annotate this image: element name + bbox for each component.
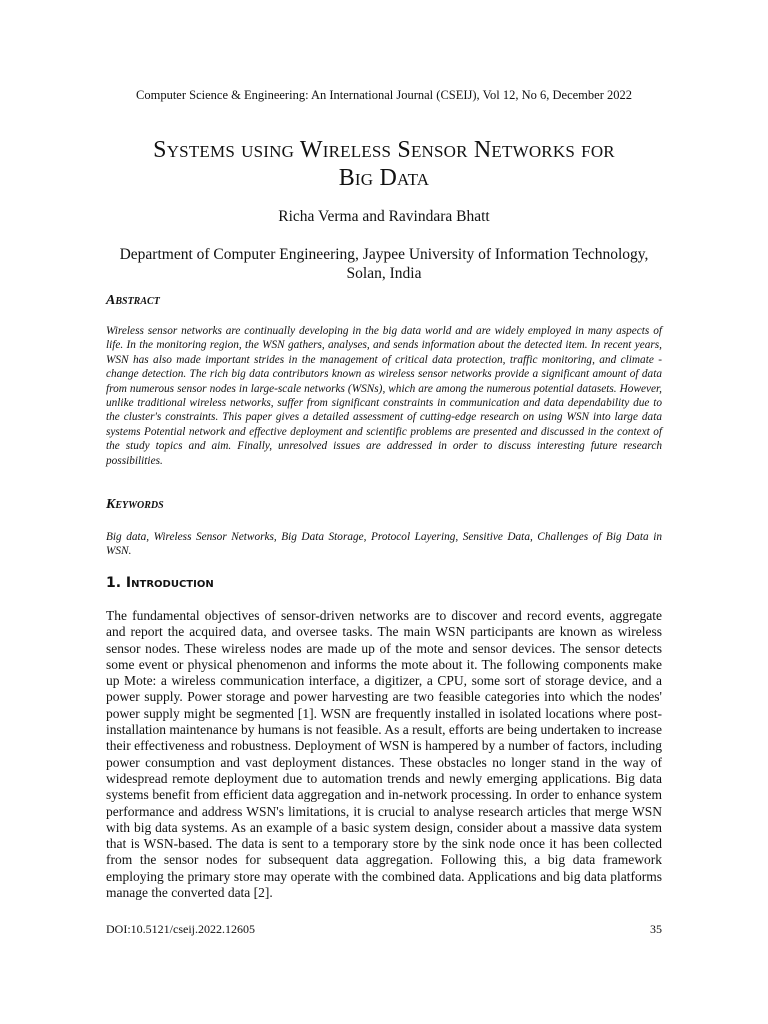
introduction-heading: 1. Introduction	[106, 575, 214, 591]
introduction-text: The fundamental objectives of sensor-driven networks are to discover and record events, aggregate and report the acquired data, and oversee tasks. The main WSN participants are known as wireless sensor nodes. These wireless nodes are made up of the mote and sensor devices. The sensor detects some event or physical phenomenon and informs the mote about it. The following components make up Mote: a wireless communication interface, a digitizer, a CPU, some sort of storage device, and a power supply. Power storage and power harvesting are two feasible categories into which the nodes' power supply might be segmented [1]. WSN are frequently installed in isolated locations where post-installation maintenance by humans is not feasible. As a result, efforts are being undertaken to increase their effectiveness and robustness. Deployment of WSN is hampered by a number of factors, including power consumption and vast deployment distances. These obstacles no longer stand in the way of widespread remote deployment due to automation trends and newly emerging applications. Big data systems benefit from efficient data aggregation and in-network processing. In order to enhance system performance and address WSN's limitations, it is crucial to analyse research articles that merge WSN with big data systems. As an example of a basic system design, consider about a massive data system that is WSN-based. The data is sent to a temporary store by the sink node once it has been collected from the sensor nodes for subsequent data aggregation. Following this, a big data framework employing the primary store may operate with the combined data. Applications and big data platforms manage the converted data [2].	[106, 608, 662, 901]
running-head: Computer Science & Engineering: An International Journal (CSEIJ), Vol 12, No 6, December 2022	[136, 88, 632, 102]
paper-title-line-1: Systems using Wireless Sensor Networks for	[153, 137, 615, 163]
paper-title	[60, 136, 708, 192]
page-number: 35	[650, 922, 662, 936]
abstract-heading: Abstract	[106, 293, 160, 308]
affiliation-line-1: Department of Computer Engineering, Jaypee University of Information Technology,	[119, 246, 649, 263]
doi[interactable]: DOI:10.5121/cseij.2022.12605	[106, 922, 255, 936]
paper-title-line-2: Big Data	[338, 165, 430, 191]
keywords-text: Big data, Wireless Sensor Networks, Big Data Storage, Protocol Layering, Sensitive Data, Challenges of Big Data in WSN.	[106, 531, 662, 558]
authors: Richa Verma and Ravindara Bhatt	[278, 208, 490, 225]
affiliation-line-2: Solan, India	[346, 265, 422, 282]
affiliation	[90, 245, 678, 283]
keywords-heading: Keywords	[106, 497, 164, 512]
abstract-text: Wireless sensor networks are continually developing in the big data world and are widely employed in many aspects of life. In the monitoring region, the WSN gathers, analyses, and sends information about the detected item. In recent years, WSN has also made important strides in the management of critical data protection, traffic monitoring, and climate - change detection. The rich big data contributors known as wireless sensor networks provide a significant amount of data from numerous sensor nodes in large-scale networks (WSNs), which are among the numerous potential datasets. However, unlike traditional wireless networks, suffer from significant constraints in communication and data dependability due to the cluster's constraints. This paper gives a detailed assessment of cutting-edge research on using WSN into large data systems Potential network and effective deployment and scientific problems are presented and discussed in the context of the study topics and aim. Finally, unresolved issues are addressed in order to discuss interesting future research possibilities.	[106, 325, 662, 467]
